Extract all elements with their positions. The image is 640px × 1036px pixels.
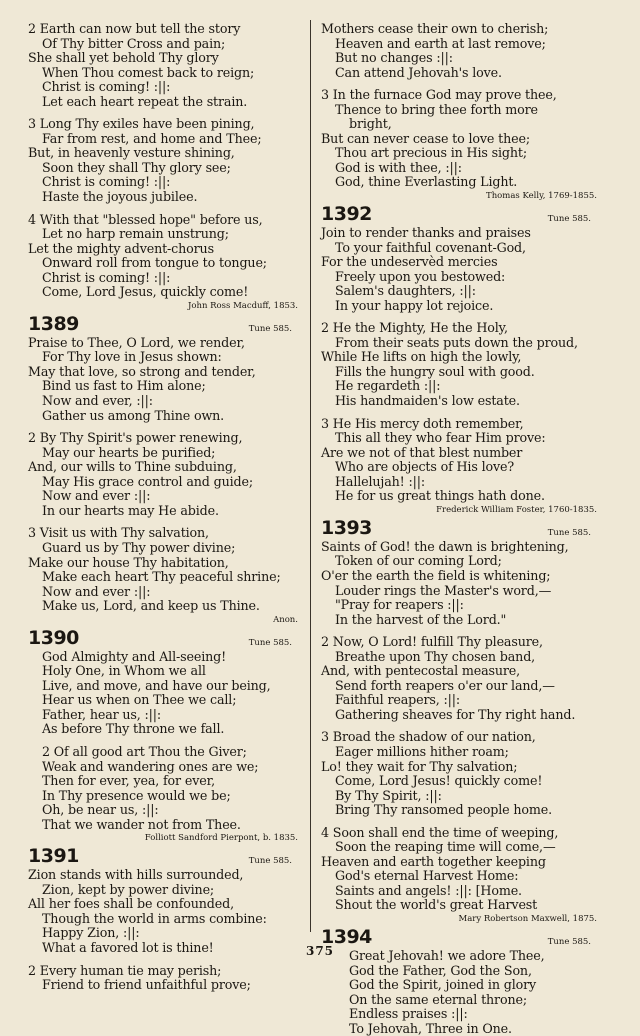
verse-line: 3 He His mercy doth remember, (321, 415, 524, 431)
verse-line: All her foes shall be confounded, (28, 896, 234, 912)
verse-line: Great Jehovah! we adore Thee, (349, 947, 545, 963)
tune-reference: Tune 585. (248, 323, 292, 334)
verse-line: For Thy love in Jesus shown: (42, 349, 222, 365)
verse-line: She shall yet behold Thy glory (28, 50, 219, 66)
verse-line: Of Thy bitter Cross and pain; (42, 35, 226, 51)
verse-line: Breathe upon Thy chosen band, (335, 648, 536, 664)
verse-line: When Thou comest back to reign; (42, 64, 255, 80)
verse-line: Onward roll from tongue to tongue; (42, 255, 267, 271)
verse-line: Though the world in arms combine: (42, 910, 267, 926)
verse-line: 2 Now, O Lord! fulfill Thy pleasure, (321, 634, 543, 650)
verse-line: Eager millions hither roam; (335, 743, 509, 759)
verse-line: 2 By Thy Spirit's power renewing, (28, 430, 243, 446)
verse-line: Father, hear us, :||: (42, 706, 162, 722)
verse-line: 3 Visit us with Thy salvation, (28, 525, 209, 541)
hymn-header (28, 314, 298, 334)
verse-line: Faithful reapers, :||: (335, 692, 460, 708)
verse-line: On the same eternal throne; (349, 991, 527, 1007)
verse-line: To Jehovah, Three in One. (349, 1020, 512, 1036)
hymn-number: 1389 (28, 312, 79, 335)
verse-line: Heaven and earth together keeping (321, 853, 546, 869)
tune-reference: Tune 585. (547, 936, 591, 947)
verse-line: O'er the earth the field is whitening; (321, 567, 551, 583)
verse-line: That we wander not from Thee. (42, 816, 241, 832)
hymn-header (321, 518, 597, 538)
verse-line: Zion stands with hills surrounded, (28, 867, 244, 883)
left-column (28, 22, 298, 993)
author-attribution: Folliott Sandford Pierpont, b. 1835. (144, 833, 298, 844)
verse-line: Come, Lord Jesus, quickly come! (42, 284, 249, 300)
verse-line: To your faithful covenant-God, (335, 239, 526, 255)
verse-line: Soon the reaping time will come,— (335, 839, 556, 855)
verse-line: Freely upon you bestowed: (335, 268, 506, 284)
right-column (321, 22, 597, 1036)
verse-line: 3 Long Thy exiles have been pining, (28, 116, 255, 132)
verse-line: Join to render thanks and praises (321, 225, 531, 241)
verse-line: 3 Broad the shadow of our nation, (321, 729, 536, 745)
verse-line: Zion, kept by power divine; (42, 881, 215, 897)
verse-line: This all they who fear Him prove: (335, 430, 546, 446)
hymn-number: 1393 (321, 516, 372, 539)
verse-line: Make each heart Thy peaceful shrine; (42, 569, 281, 585)
verse-line: Weak and wandering ones are we; (42, 758, 259, 774)
verse-line: But can never cease to love thee; (321, 130, 530, 146)
verse-line: May our hearts be purified; (42, 444, 216, 460)
verse-line: Happy Zion, :||: (42, 925, 140, 941)
verse-line: Now and ever, :||: (42, 393, 153, 409)
verse-line: Salem's daughters, :||: (335, 283, 476, 299)
verse-line: God's eternal Harvest Home: (335, 868, 519, 884)
verse-line: Heaven and earth at last remove; (335, 35, 546, 51)
verse-line: Come, Lord Jesus! quickly come! (335, 773, 543, 789)
verse-line: But no changes :||: (335, 50, 453, 66)
verse-line: Hallelujah! :||: (335, 473, 425, 489)
verse-line: Now and ever :||: (42, 488, 151, 504)
hymn-number: 1392 (321, 203, 372, 226)
verse-line: Guard us by Thy power divine; (42, 539, 236, 555)
verse-line: In your happy lot rejoice. (335, 297, 494, 313)
verse-line: For the undeservèd mercies (321, 254, 498, 270)
verse-line: God the Father, God the Son, (349, 962, 532, 978)
verse-line: Holy One, in Whom we all (42, 663, 206, 679)
verse-line: In Thy presence would we be; (42, 787, 231, 803)
verse-line: Let each heart repeat the strain. (42, 93, 248, 109)
verse-line: He regardeth :||: (335, 378, 441, 394)
verse-line: Louder rings the Master's word,— (335, 582, 552, 598)
verse-line: Praise to Thee, O Lord, we render, (28, 334, 245, 350)
verse-line: Endless praises :||: (349, 1006, 468, 1022)
verse-line: Fills the hungry soul with good. (335, 363, 535, 379)
author-attribution: Anon. (273, 614, 298, 625)
verse-line: "Pray for reapers :||: (335, 597, 464, 613)
page-number: 375 (305, 944, 335, 958)
verse-line: Now and ever :||: (42, 583, 151, 599)
verse-line: 2 Of all good art Thou the Giver; (42, 743, 247, 759)
verse-line: Lo! they wait for Thy salvation; (321, 758, 518, 774)
verse-line: From their seats puts down the proud, (335, 334, 578, 350)
hymn-number: 1390 (28, 626, 79, 649)
hymn-number: 1394 (321, 925, 372, 948)
verse-line: By Thy Spirit, :||: (335, 787, 442, 803)
hymn-header (321, 204, 597, 224)
verse-line: Thou art precious in His sight; (335, 145, 527, 161)
verse-line: Christ is coming! :||: (42, 269, 171, 285)
verse-line: Oh, be near us, :||: (42, 802, 159, 818)
verse-line: Mothers cease their own to cherish; (321, 21, 549, 36)
verse-line: Let no harp remain unstrung; (42, 226, 229, 242)
hymn-number: 1391 (28, 845, 79, 868)
verse-line: What a favored lot is thine! (42, 939, 214, 955)
author-attribution: John Ross Macduff, 1853. (187, 300, 298, 311)
verse-line: May that love, so strong and tender, (28, 363, 256, 379)
verse-line: 4 Soon shall end the time of weeping, (321, 824, 559, 840)
verse-line: 2 Earth can now but tell the story (28, 21, 241, 36)
verse-line: 2 He the Mighty, He the Holy, (321, 320, 508, 336)
tune-reference: Tune 585. (248, 637, 292, 648)
verse-line: God the Spirit, joined in glory (349, 977, 537, 993)
verse-line: And, our wills to Thine subduing, (28, 459, 237, 475)
verse-line: Far from rest, and home and Thee; (42, 130, 262, 146)
verse-line: Make our house Thy habitation, (28, 554, 229, 570)
verse-line: Token of our coming Lord; (335, 553, 502, 569)
verse-line: Gather us among Thine own. (42, 407, 225, 423)
verse-line: Live, and move, and have our being, (42, 677, 271, 693)
verse-line: Hear us when on Thee we call; (42, 692, 237, 708)
verse-line: Thence to bring thee forth more (335, 101, 538, 117)
verse-line: Then for ever, yea, for ever, (42, 773, 215, 789)
verse-line: Who are objects of His love? (335, 459, 515, 475)
verse-line: Friend to friend unfaithful prove; (42, 977, 251, 993)
hymn-header (28, 628, 298, 648)
verse-line: Gathering sheaves for Thy right hand. (335, 706, 576, 722)
hymn-header (28, 846, 298, 866)
verse-line: Shout the world's great Harvest (335, 897, 538, 913)
verse-line: Christ is coming! :||: (42, 79, 171, 95)
verse-line: Christ is coming! :||: (42, 174, 171, 190)
verse-line: 4 With that "blessed hope" before us, (28, 211, 263, 227)
author-attribution: Mary Robertson Maxwell, 1875. (458, 913, 597, 924)
verse-line: God is with thee, :||: (335, 159, 462, 175)
verse-line: Haste the joyous jubilee. (42, 189, 198, 205)
verse-line: Make us, Lord, and keep us Thine. (42, 598, 260, 614)
verse-line: Send forth reapers o'er our land,— (335, 677, 555, 693)
verse-line: Saints and angels! :||: [Home. (335, 882, 522, 898)
verse-line: 3 In the furnace God may prove thee, (321, 87, 557, 103)
tune-reference: Tune 585. (547, 527, 591, 538)
author-attribution: Thomas Kelly, 1769-1855. (486, 191, 597, 202)
verse-line: While He lifts on high the lowly, (321, 349, 522, 365)
verse-line: Bring Thy ransomed people home. (335, 802, 552, 818)
verse-line: But, in heavenly vesture shining, (28, 145, 235, 161)
author-attribution: Frederick William Foster, 1760-1835. (436, 504, 597, 515)
verse-line: And, with pentecostal measure, (321, 663, 521, 679)
verse-line: 2 Every human tie may perish; (28, 962, 222, 978)
verse-line: As before Thy throne we fall. (42, 721, 225, 737)
verse-line: In the harvest of the Lord." (335, 611, 507, 627)
verse-line: God, thine Everlasting Light. (335, 174, 518, 190)
verse-line: May His grace control and guide; (42, 473, 253, 489)
verse-line: Soon they shall Thy glory see; (42, 159, 231, 175)
verse-line: He for us great things hath done. (335, 488, 545, 504)
verse-line: God Almighty and All-seeing! (42, 648, 227, 664)
verse-line: Bind us fast to Him alone; (42, 378, 206, 394)
verse-line: In our hearts may He abide. (42, 502, 219, 518)
verse-line: His handmaiden's low estate. (335, 393, 520, 409)
column-rule (310, 20, 311, 932)
verse-line: Saints of God! the dawn is brightening, (321, 538, 569, 554)
tune-reference: Tune 585. (547, 214, 591, 225)
verse-line: Let the mighty advent-chorus (28, 240, 214, 256)
verse-line: Can attend Jehovah's love. (335, 64, 502, 80)
verse-line: Are we not of that blest number (321, 444, 523, 460)
tune-reference: Tune 585. (248, 856, 292, 867)
verse-line: bright, (349, 116, 392, 132)
